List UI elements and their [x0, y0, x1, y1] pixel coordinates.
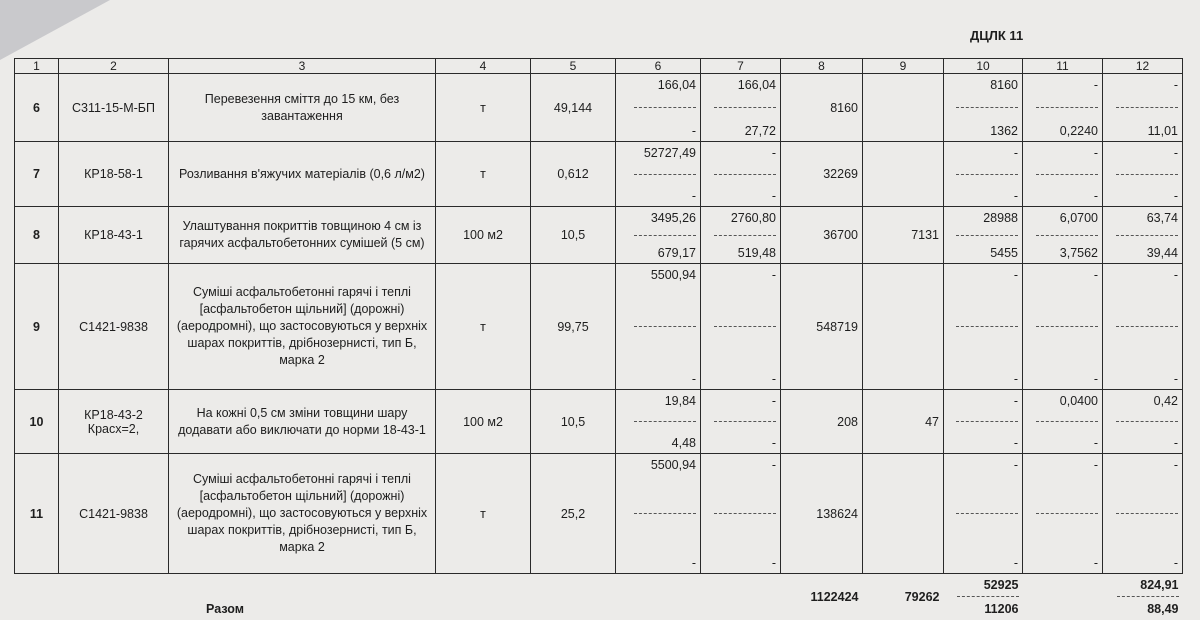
quantity: 99,75	[531, 264, 616, 390]
value-bottom: -	[691, 555, 696, 570]
value-bottom: 679,17	[657, 245, 696, 260]
col-7	[701, 142, 781, 207]
quantity: 25,2	[531, 454, 616, 574]
unit: т	[436, 142, 531, 207]
value-top: -	[1093, 77, 1098, 92]
row-number: 8	[15, 207, 59, 264]
value-top: -	[1173, 267, 1178, 282]
col-9	[863, 454, 944, 574]
total-col-9: 79262	[904, 589, 940, 604]
col-9	[863, 264, 944, 390]
col-9: 47	[863, 390, 944, 454]
value-bottom: -	[1093, 435, 1098, 450]
value-bottom: -	[771, 555, 776, 570]
divider	[714, 174, 776, 175]
work-description: На кожні 0,5 см зміни товщини шару додавати або виключати до норми 18-43-1	[169, 390, 436, 454]
col-12	[1103, 454, 1183, 574]
value-bottom: 5455	[990, 245, 1018, 260]
table-row	[15, 454, 1183, 574]
divider	[956, 513, 1018, 514]
value-bottom: -	[691, 123, 696, 138]
col-11	[1023, 207, 1103, 264]
work-description: Улаштування покриттів товщиною 4 см із гарячих асфальтобетонних сумішей (5 см)	[169, 207, 436, 264]
unit: т	[436, 264, 531, 390]
value-top: 0,0400	[1059, 393, 1098, 408]
column-header: 2	[59, 59, 169, 74]
total-col-10	[944, 574, 1023, 620]
value-bottom: 11,01	[1147, 123, 1178, 138]
value-top: 2760,80	[730, 210, 776, 225]
total-label: Разом	[206, 601, 244, 616]
row-number: 10	[15, 390, 59, 454]
divider	[714, 107, 776, 108]
col-9	[863, 142, 944, 207]
work-description: Перевезення сміття до 15 км, без завантаження	[169, 74, 436, 142]
value-top: -	[1093, 145, 1098, 160]
work-description: Суміші асфальтобетонні гарячі і теплі [асфальтобетон щільний] (дорожні)(аеродромні), що застосовуються у верхніх шарах покриттів, дрібнозернисті, тип Б, марка 2	[169, 454, 436, 574]
value-bottom: -	[1093, 371, 1098, 386]
value-bottom: 1362	[990, 123, 1018, 138]
total-col-12	[1103, 574, 1183, 620]
col-10	[944, 454, 1023, 574]
estimate-table	[14, 58, 1183, 620]
col-10	[944, 74, 1023, 142]
col-8: 8160	[781, 74, 863, 142]
value-top: -	[1173, 457, 1178, 472]
column-header: 5	[531, 59, 616, 74]
divider	[714, 326, 776, 327]
divider	[634, 326, 696, 327]
col-12	[1103, 264, 1183, 390]
col-7	[701, 74, 781, 142]
col-8: 32269	[781, 142, 863, 207]
divider	[956, 107, 1018, 108]
value-top: 52925	[983, 577, 1019, 592]
col-12	[1103, 390, 1183, 454]
divider	[956, 235, 1018, 236]
col-12	[1103, 207, 1183, 264]
quantity: 49,144	[531, 74, 616, 142]
divider	[1036, 174, 1098, 175]
column-header: 7	[701, 59, 781, 74]
resource-code: С1421-9838	[59, 454, 169, 574]
divider	[1036, 513, 1098, 514]
divider	[956, 326, 1018, 327]
col-10	[944, 390, 1023, 454]
value-top: 5500,94	[650, 457, 696, 472]
resource-code: С1421-9838	[59, 264, 169, 390]
divider	[1116, 174, 1178, 175]
col-11	[1023, 74, 1103, 142]
value-top: -	[1013, 267, 1018, 282]
divider	[1116, 421, 1178, 422]
value-bottom: 4,48	[671, 435, 696, 450]
divider	[956, 421, 1018, 422]
col-7	[701, 207, 781, 264]
value-bottom: -	[1093, 188, 1098, 203]
value-bottom: 39,44	[1146, 245, 1178, 260]
col-7	[701, 454, 781, 574]
table-row	[15, 390, 1183, 454]
quantity: 0,612	[531, 142, 616, 207]
value-bottom: 11206	[984, 601, 1019, 616]
divider	[1116, 326, 1178, 327]
value-top: 8160	[990, 77, 1018, 92]
col-6	[616, 454, 701, 574]
col-10	[944, 207, 1023, 264]
unit: 100 м2	[436, 390, 531, 454]
unit: 100 м2	[436, 207, 531, 264]
column-header: 12	[1103, 59, 1183, 74]
divider	[956, 174, 1018, 175]
divider	[957, 596, 1019, 597]
value-top: -	[771, 457, 776, 472]
value-bottom: -	[1013, 555, 1018, 570]
value-top: 3495,26	[650, 210, 696, 225]
value-top: 6,0700	[1059, 210, 1098, 225]
value-top: 63,74	[1146, 210, 1178, 225]
value-bottom: -	[1013, 188, 1018, 203]
divider	[634, 235, 696, 236]
value-top: 28988	[983, 210, 1018, 225]
value-top: 824,91	[1140, 577, 1179, 592]
divider	[634, 107, 696, 108]
value-top: -	[1093, 457, 1098, 472]
value-bottom: -	[1013, 371, 1018, 386]
value-bottom: -	[691, 371, 696, 386]
col-10	[944, 142, 1023, 207]
value-top: 5500,94	[650, 267, 696, 282]
value-bottom: -	[1173, 371, 1178, 386]
column-header: 11	[1023, 59, 1103, 74]
value-top: -	[771, 145, 776, 160]
value-bottom: 0,2240	[1059, 123, 1098, 138]
value-bottom: -	[1093, 555, 1098, 570]
divider	[1116, 235, 1178, 236]
divider	[714, 235, 776, 236]
value-bottom: 88,49	[1147, 601, 1179, 616]
value-top: -	[771, 267, 776, 282]
column-number-row	[15, 59, 1183, 74]
value-bottom: -	[771, 188, 776, 203]
col-11	[1023, 390, 1103, 454]
value-top: -	[1173, 145, 1178, 160]
column-header: 8	[781, 59, 863, 74]
resource-code: С311-15-М-БП	[59, 74, 169, 142]
empty	[436, 574, 781, 620]
col-6	[616, 142, 701, 207]
col-6	[616, 390, 701, 454]
col-6	[616, 74, 701, 142]
value-top: -	[1013, 145, 1018, 160]
col-11	[1023, 142, 1103, 207]
empty	[1023, 574, 1103, 620]
quantity: 10,5	[531, 390, 616, 454]
col-6	[616, 207, 701, 264]
col-12	[1103, 142, 1183, 207]
column-header: 3	[169, 59, 436, 74]
value-bottom: -	[771, 435, 776, 450]
divider	[1036, 326, 1098, 327]
value-top: -	[1013, 393, 1018, 408]
column-header: 4	[436, 59, 531, 74]
value-bottom: -	[1173, 555, 1178, 570]
value-bottom: -	[1173, 188, 1178, 203]
divider	[714, 421, 776, 422]
divider	[1036, 235, 1098, 236]
col-9: 7131	[863, 207, 944, 264]
unit: т	[436, 74, 531, 142]
resource-code: КР18-43-1	[59, 207, 169, 264]
work-description: Розливання в'яжучих матеріалів (0,6 л/м2)	[169, 142, 436, 207]
divider	[1036, 107, 1098, 108]
unit: т	[436, 454, 531, 574]
value-top: 166,04	[737, 77, 776, 92]
value-top: 19,84	[664, 393, 696, 408]
col-7	[701, 264, 781, 390]
work-description: Суміші асфальтобетонні гарячі і теплі [асфальтобетон щільний] (дорожні)(аеродромні), що застосовуються у верхніх шарах покриттів, дрібнозернисті, тип Б, марка 2	[169, 264, 436, 390]
col-8: 36700	[781, 207, 863, 264]
resource-code: КР18-58-1	[59, 142, 169, 207]
value-top: -	[771, 393, 776, 408]
value-top: 52727,49	[643, 145, 696, 160]
row-number: 6	[15, 74, 59, 142]
divider	[1116, 107, 1178, 108]
value-top: 166,04	[657, 77, 696, 92]
divider	[634, 513, 696, 514]
value-bottom: -	[691, 188, 696, 203]
col-9	[863, 74, 944, 142]
column-header: 1	[15, 59, 59, 74]
col-10	[944, 264, 1023, 390]
document-code: ДЦЛК 11	[970, 28, 1024, 43]
divider	[714, 513, 776, 514]
column-header: 9	[863, 59, 944, 74]
row-number: 7	[15, 142, 59, 207]
col-6	[616, 264, 701, 390]
divider	[634, 421, 696, 422]
value-bottom: -	[1173, 435, 1178, 450]
divider	[634, 174, 696, 175]
col-11	[1023, 264, 1103, 390]
divider	[1116, 513, 1178, 514]
value-bottom: 3,7562	[1059, 245, 1098, 260]
table-row	[15, 264, 1183, 390]
resource-code: КР18-43-2 Красх=2,	[59, 390, 169, 454]
divider	[1117, 596, 1179, 597]
column-header: 6	[616, 59, 701, 74]
divider	[1036, 421, 1098, 422]
total-row	[15, 574, 1183, 620]
page-fold	[0, 0, 110, 60]
table-row	[15, 207, 1183, 264]
col-11	[1023, 454, 1103, 574]
column-header: 10	[944, 59, 1023, 74]
col-8: 138624	[781, 454, 863, 574]
row-number: 9	[15, 264, 59, 390]
col-8: 208	[781, 390, 863, 454]
value-bottom: 519,48	[737, 245, 776, 260]
total-col-8: 1122424	[810, 589, 859, 604]
value-bottom: -	[771, 371, 776, 386]
col-12	[1103, 74, 1183, 142]
col-7	[701, 390, 781, 454]
value-top: -	[1093, 267, 1098, 282]
value-top: 0,42	[1153, 393, 1178, 408]
table-row	[15, 74, 1183, 142]
value-top: -	[1173, 77, 1178, 92]
value-top: -	[1013, 457, 1018, 472]
value-bottom: 27,72	[744, 123, 776, 138]
value-bottom: -	[1013, 435, 1018, 450]
col-8: 548719	[781, 264, 863, 390]
table-row	[15, 142, 1183, 207]
quantity: 10,5	[531, 207, 616, 264]
row-number: 11	[15, 454, 59, 574]
